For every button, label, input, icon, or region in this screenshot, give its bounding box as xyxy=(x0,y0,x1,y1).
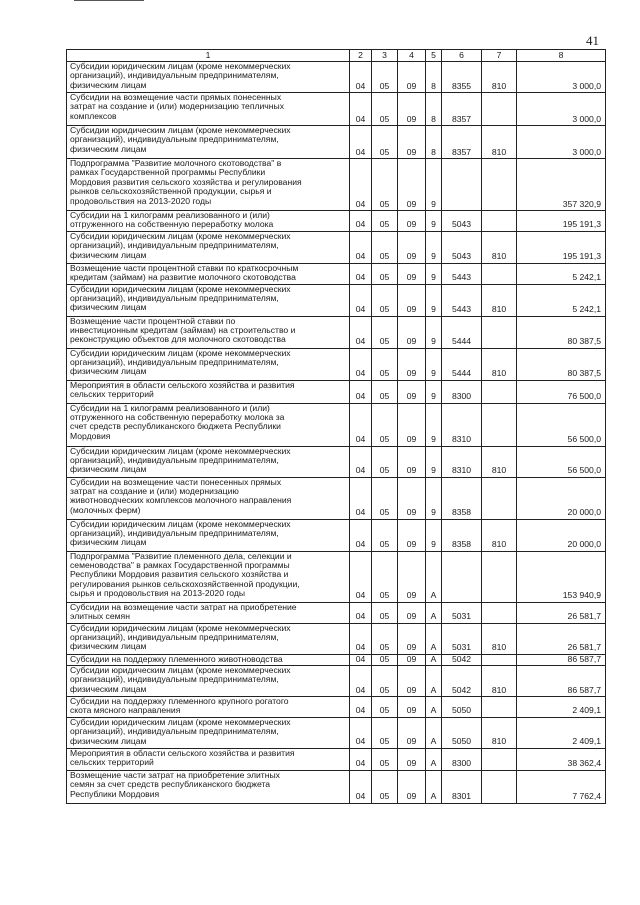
subprogram-code-cell: 9 xyxy=(426,477,442,519)
section-code-cell: 04 xyxy=(350,519,372,551)
subprogram-code-cell: 9 xyxy=(426,211,442,232)
item-code-cell: 8310 xyxy=(442,403,482,446)
expense-type-cell xyxy=(482,93,517,126)
amount-cell: 195 191,3 xyxy=(517,231,606,263)
amount-cell: 86 587,7 xyxy=(517,654,606,665)
amount-cell: 153 940,9 xyxy=(517,551,606,602)
item-code-cell: 8355 xyxy=(442,62,482,93)
expense-type-cell: 810 xyxy=(482,717,517,748)
item-code-cell: 5043 xyxy=(442,211,482,232)
expense-type-cell xyxy=(482,316,517,348)
subsection-code-cell: 05 xyxy=(372,126,398,159)
column-header: 8 xyxy=(517,50,606,62)
item-code-cell: 5443 xyxy=(442,284,482,316)
program-code-cell: 09 xyxy=(398,551,426,602)
row-name-cell: Субсидии на 1 килограмм реализованного и (или) отгруженного на собственную переработку молока за счет средств республиканского бюджета Республики Мордовия xyxy=(67,403,350,446)
table-row xyxy=(67,62,606,93)
row-name-cell: Субсидии на поддержку племенного животноводства xyxy=(67,654,350,665)
subprogram-code-cell: 9 xyxy=(426,263,442,284)
subsection-code-cell: 05 xyxy=(372,231,398,263)
amount-cell: 3 000,0 xyxy=(517,62,606,93)
row-name-cell: Подпрограмма "Развитие молочного скотоводства" в рамках Государственной программы Республики Мордовия развития сельского хозяйства и регулирования рынков сельскохозяйственной продукции, сырья и продовольствия на 2013-2020 годы xyxy=(67,159,350,211)
subprogram-code-cell: А xyxy=(426,551,442,602)
row-name-cell: Возмещение части процентной ставки по краткосрочным кредитам (займам) на развитие молочного скотоводства xyxy=(67,263,350,284)
table-row xyxy=(67,551,606,602)
page-number: 41 xyxy=(586,33,599,48)
table-row xyxy=(67,697,606,718)
subprogram-code-cell: А xyxy=(426,770,442,803)
budget-table xyxy=(66,49,606,804)
row-name-cell: Мероприятия в области сельского хозяйства и развития сельских территорий xyxy=(67,380,350,403)
subprogram-code-cell: 9 xyxy=(426,348,442,380)
section-code-cell: 04 xyxy=(350,666,372,697)
row-name-cell: Субсидии юридическим лицам (кроме некоммерческих организаций), индивидуальным предпринимателям, физическим лицам xyxy=(67,231,350,263)
subsection-code-cell: 05 xyxy=(372,211,398,232)
amount-cell: 2 409,1 xyxy=(517,717,606,748)
column-header: 4 xyxy=(398,50,426,62)
subprogram-code-cell: А xyxy=(426,654,442,665)
section-code-cell: 04 xyxy=(350,284,372,316)
row-name-cell: Субсидии юридическим лицам (кроме некоммерческих организаций), индивидуальным предпринимателям, физическим лицам xyxy=(67,446,350,477)
table-row xyxy=(67,666,606,697)
subsection-code-cell: 05 xyxy=(372,770,398,803)
program-code-cell: 09 xyxy=(398,263,426,284)
item-code-cell: 8358 xyxy=(442,519,482,551)
amount-cell: 2 409,1 xyxy=(517,697,606,718)
expense-type-cell xyxy=(482,263,517,284)
program-code-cell: 09 xyxy=(398,159,426,211)
expense-type-cell xyxy=(482,477,517,519)
expense-type-cell xyxy=(482,551,517,602)
item-code-cell: 5043 xyxy=(442,231,482,263)
item-code-cell: 5050 xyxy=(442,697,482,718)
expense-type-cell xyxy=(482,403,517,446)
row-name-cell: Возмещение части затрат на приобретение элитных семян за счет средств республиканского бюджета Республики Мордовия xyxy=(67,770,350,803)
table-row xyxy=(67,623,606,654)
program-code-cell: 09 xyxy=(398,126,426,159)
subprogram-code-cell: 9 xyxy=(426,519,442,551)
amount-cell: 80 387,5 xyxy=(517,316,606,348)
table-row xyxy=(67,316,606,348)
subsection-code-cell: 05 xyxy=(372,93,398,126)
section-code-cell: 04 xyxy=(350,380,372,403)
subsection-code-cell: 05 xyxy=(372,446,398,477)
row-name-cell: Подпрограмма "Развитие племенного дела, селекции и семеноводства" в рамках Государственной программы Республики Мордовия развития сельского хозяйства и регулирования рынков сельскохозяйственной продукции, сырья и продовольствия на 2013-2020 годы xyxy=(67,551,350,602)
amount-cell: 3 000,0 xyxy=(517,126,606,159)
row-name-cell: Субсидии юридическим лицам (кроме некоммерческих организаций), индивидуальным предпринимателям, физическим лицам xyxy=(67,126,350,159)
program-code-cell: 09 xyxy=(398,380,426,403)
subprogram-code-cell: 9 xyxy=(426,380,442,403)
amount-cell: 5 242,1 xyxy=(517,284,606,316)
expense-type-cell: 810 xyxy=(482,666,517,697)
program-code-cell: 09 xyxy=(398,697,426,718)
amount-cell: 3 000,0 xyxy=(517,93,606,126)
item-code-cell: 5042 xyxy=(442,666,482,697)
item-code-cell: 5042 xyxy=(442,654,482,665)
subsection-code-cell: 05 xyxy=(372,602,398,623)
program-code-cell: 09 xyxy=(398,666,426,697)
program-code-cell: 09 xyxy=(398,446,426,477)
program-code-cell: 09 xyxy=(398,231,426,263)
row-name-cell: Возмещение части процентной ставки по инвестиционным кредитам (займам) на строительство и реконструкцию объектов для молочного скотоводства xyxy=(67,316,350,348)
table-row xyxy=(67,348,606,380)
item-code-cell: 8358 xyxy=(442,477,482,519)
item-code-cell: 8310 xyxy=(442,446,482,477)
program-code-cell: 09 xyxy=(398,348,426,380)
subprogram-code-cell: А xyxy=(426,748,442,770)
expense-type-cell xyxy=(482,654,517,665)
subsection-code-cell: 05 xyxy=(372,748,398,770)
subprogram-code-cell: А xyxy=(426,602,442,623)
row-name-cell: Субсидии на 1 килограмм реализованного и (или) отгруженного на собственную переработку молока xyxy=(67,211,350,232)
item-code-cell: 8357 xyxy=(442,93,482,126)
section-code-cell: 04 xyxy=(350,231,372,263)
expense-type-cell: 810 xyxy=(482,62,517,93)
item-code-cell: 8300 xyxy=(442,748,482,770)
row-name-cell: Мероприятия в области сельского хозяйства и развития сельских территорий xyxy=(67,748,350,770)
subsection-code-cell: 05 xyxy=(372,477,398,519)
item-code-cell: 5031 xyxy=(442,623,482,654)
section-code-cell: 04 xyxy=(350,403,372,446)
expense-type-cell xyxy=(482,770,517,803)
section-code-cell: 04 xyxy=(350,263,372,284)
table-row xyxy=(67,231,606,263)
program-code-cell: 09 xyxy=(398,316,426,348)
expense-type-cell xyxy=(482,159,517,211)
expense-type-cell: 810 xyxy=(482,519,517,551)
subsection-code-cell: 05 xyxy=(372,654,398,665)
program-code-cell: 09 xyxy=(398,403,426,446)
amount-cell: 86 587,7 xyxy=(517,666,606,697)
item-code-cell: 8300 xyxy=(442,380,482,403)
row-name-cell: Субсидии на поддержку племенного крупного рогатого скота мясного направления xyxy=(67,697,350,718)
subprogram-code-cell: 9 xyxy=(426,446,442,477)
row-name-cell: Субсидии юридическим лицам (кроме некоммерческих организаций), индивидуальным предпринимателям, физическим лицам xyxy=(67,623,350,654)
row-name-cell: Субсидии юридическим лицам (кроме некоммерческих организаций), индивидуальным предпринимателям, физическим лицам xyxy=(67,519,350,551)
expense-type-cell xyxy=(482,697,517,718)
table-row xyxy=(67,748,606,770)
amount-cell: 56 500,0 xyxy=(517,403,606,446)
amount-cell: 76 500,0 xyxy=(517,380,606,403)
section-code-cell: 04 xyxy=(350,126,372,159)
row-name-cell: Субсидии на возмещение части прямых понесенных затрат на создание и (или) модернизацию тепличных комплексов xyxy=(67,93,350,126)
expense-type-cell xyxy=(482,748,517,770)
section-code-cell: 04 xyxy=(350,446,372,477)
table-row xyxy=(67,477,606,519)
row-name-cell: Субсидии юридическим лицам (кроме некоммерческих организаций), индивидуальным предпринимателям, физическим лицам xyxy=(67,666,350,697)
program-code-cell: 09 xyxy=(398,602,426,623)
subsection-code-cell: 05 xyxy=(372,284,398,316)
subsection-code-cell: 05 xyxy=(372,263,398,284)
expense-type-cell: 810 xyxy=(482,126,517,159)
amount-cell: 357 320,9 xyxy=(517,159,606,211)
program-code-cell: 09 xyxy=(398,770,426,803)
item-code-cell: 5444 xyxy=(442,348,482,380)
subprogram-code-cell: А xyxy=(426,697,442,718)
column-header: 7 xyxy=(482,50,517,62)
section-code-cell: 04 xyxy=(350,748,372,770)
subprogram-code-cell: 9 xyxy=(426,231,442,263)
expense-type-cell: 810 xyxy=(482,231,517,263)
section-code-cell: 04 xyxy=(350,623,372,654)
amount-cell: 5 242,1 xyxy=(517,263,606,284)
subsection-code-cell: 05 xyxy=(372,380,398,403)
item-code-cell: 5050 xyxy=(442,717,482,748)
item-code-cell: 8301 xyxy=(442,770,482,803)
amount-cell: 56 500,0 xyxy=(517,446,606,477)
amount-cell: 195 191,3 xyxy=(517,211,606,232)
program-code-cell: 09 xyxy=(398,284,426,316)
table-row xyxy=(67,717,606,748)
section-code-cell: 04 xyxy=(350,93,372,126)
item-code-cell: 5031 xyxy=(442,602,482,623)
expense-type-cell: 810 xyxy=(482,623,517,654)
subprogram-code-cell: 9 xyxy=(426,316,442,348)
amount-cell: 80 387,5 xyxy=(517,348,606,380)
item-code-cell xyxy=(442,551,482,602)
subprogram-code-cell: 9 xyxy=(426,284,442,316)
subsection-code-cell: 05 xyxy=(372,623,398,654)
row-name-cell: Субсидии юридическим лицам (кроме некоммерческих организаций), индивидуальным предпринимателям, физическим лицам xyxy=(67,717,350,748)
subprogram-code-cell: А xyxy=(426,717,442,748)
section-code-cell: 04 xyxy=(350,717,372,748)
section-code-cell: 04 xyxy=(350,602,372,623)
subsection-code-cell: 05 xyxy=(372,697,398,718)
program-code-cell: 09 xyxy=(398,93,426,126)
table-row xyxy=(67,770,606,803)
amount-cell: 7 762,4 xyxy=(517,770,606,803)
subprogram-code-cell: 9 xyxy=(426,159,442,211)
table-header-row xyxy=(67,50,606,62)
expense-type-cell: 810 xyxy=(482,284,517,316)
row-name-cell: Субсидии на возмещение части понесенных прямых затрат на создание и (или) модернизацию животноводческих комплексов молочного направления (молочных ферм) xyxy=(67,477,350,519)
table-row xyxy=(67,263,606,284)
subsection-code-cell: 05 xyxy=(372,159,398,211)
amount-cell: 26 581,7 xyxy=(517,623,606,654)
column-header: 3 xyxy=(372,50,398,62)
program-code-cell: 09 xyxy=(398,211,426,232)
expense-type-cell: 810 xyxy=(482,348,517,380)
table-row xyxy=(67,519,606,551)
row-name-cell: Субсидии юридическим лицам (кроме некоммерческих организаций), индивидуальным предпринимателям, физическим лицам xyxy=(67,62,350,93)
section-code-cell: 04 xyxy=(350,770,372,803)
item-code-cell: 5444 xyxy=(442,316,482,348)
subprogram-code-cell: 8 xyxy=(426,93,442,126)
subprogram-code-cell: 8 xyxy=(426,126,442,159)
table-row xyxy=(67,446,606,477)
subsection-code-cell: 05 xyxy=(372,551,398,602)
subsection-code-cell: 05 xyxy=(372,666,398,697)
column-header: 2 xyxy=(350,50,372,62)
subsection-code-cell: 05 xyxy=(372,717,398,748)
section-code-cell: 04 xyxy=(350,62,372,93)
program-code-cell: 09 xyxy=(398,62,426,93)
section-code-cell: 04 xyxy=(350,477,372,519)
section-code-cell: 04 xyxy=(350,159,372,211)
row-name-cell: Субсидии юридическим лицам (кроме некоммерческих организаций), индивидуальным предпринимателям, физическим лицам xyxy=(67,284,350,316)
expense-type-cell xyxy=(482,380,517,403)
subsection-code-cell: 05 xyxy=(372,403,398,446)
expense-type-cell xyxy=(482,602,517,623)
subprogram-code-cell: 8 xyxy=(426,62,442,93)
item-code-cell: 8357 xyxy=(442,126,482,159)
subprogram-code-cell: 9 xyxy=(426,403,442,446)
section-code-cell: 04 xyxy=(350,211,372,232)
program-code-cell: 09 xyxy=(398,477,426,519)
expense-type-cell: 810 xyxy=(482,446,517,477)
row-name-cell: Субсидии на возмещение части затрат на приобретение элитных семян xyxy=(67,602,350,623)
program-code-cell: 09 xyxy=(398,748,426,770)
section-code-cell: 04 xyxy=(350,316,372,348)
column-header: 1 xyxy=(67,50,350,62)
table-row xyxy=(67,284,606,316)
subprogram-code-cell: А xyxy=(426,623,442,654)
row-name-cell: Субсидии юридическим лицам (кроме некоммерческих организаций), индивидуальным предпринимателям, физическим лицам xyxy=(67,348,350,380)
subprogram-code-cell: А xyxy=(426,666,442,697)
program-code-cell: 09 xyxy=(398,717,426,748)
table-row xyxy=(67,211,606,232)
expense-type-cell xyxy=(482,211,517,232)
table-row xyxy=(67,380,606,403)
table-row xyxy=(67,93,606,126)
table-row xyxy=(67,403,606,446)
column-header: 5 xyxy=(426,50,442,62)
subsection-code-cell: 05 xyxy=(372,519,398,551)
program-code-cell: 09 xyxy=(398,623,426,654)
table-row xyxy=(67,126,606,159)
amount-cell: 38 362,4 xyxy=(517,748,606,770)
table-row xyxy=(67,159,606,211)
subsection-code-cell: 05 xyxy=(372,62,398,93)
top-edge-line xyxy=(74,0,144,1)
item-code-cell xyxy=(442,159,482,211)
table-row xyxy=(67,602,606,623)
amount-cell: 26 581,7 xyxy=(517,602,606,623)
section-code-cell: 04 xyxy=(350,348,372,380)
section-code-cell: 04 xyxy=(350,654,372,665)
subsection-code-cell: 05 xyxy=(372,348,398,380)
amount-cell: 20 000,0 xyxy=(517,519,606,551)
section-code-cell: 04 xyxy=(350,697,372,718)
program-code-cell: 09 xyxy=(398,654,426,665)
section-code-cell: 04 xyxy=(350,551,372,602)
table-row xyxy=(67,654,606,665)
subsection-code-cell: 05 xyxy=(372,316,398,348)
amount-cell: 20 000,0 xyxy=(517,477,606,519)
item-code-cell: 5443 xyxy=(442,263,482,284)
program-code-cell: 09 xyxy=(398,519,426,551)
column-header: 6 xyxy=(442,50,482,62)
